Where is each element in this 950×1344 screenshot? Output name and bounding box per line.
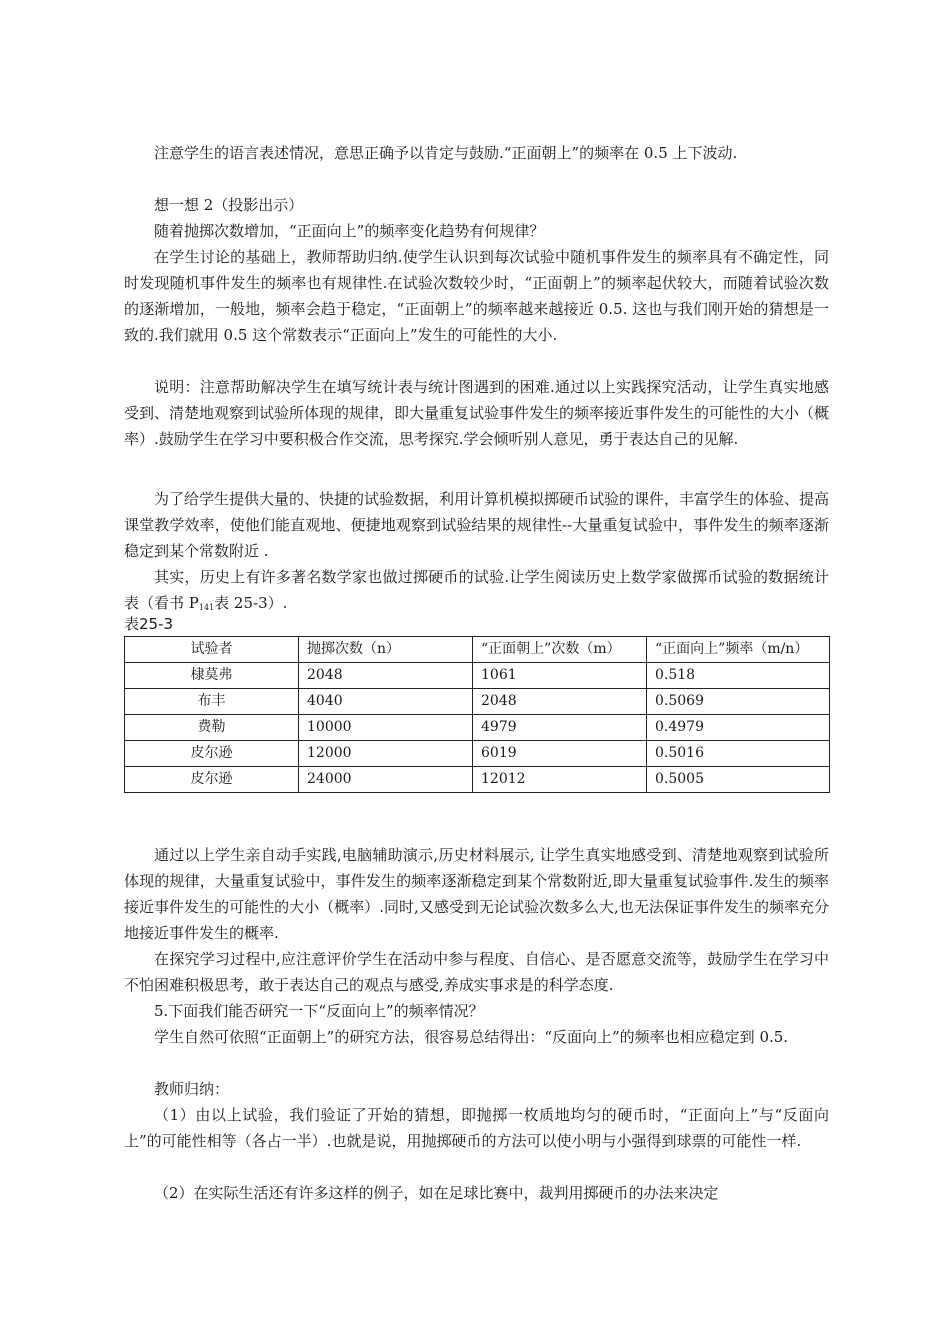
header-experimenter: 试验者 bbox=[125, 637, 299, 663]
paragraph-13: （1）由以上试验，我们验证了开始的猜想，即抛掷一枚质地均匀的硬币时，“正面向上”与“反面向上”的可能性相等（各占一半）.也就是说，用抛掷硬币的方法可以使小明与小强得到球票的可能性一样. bbox=[124, 1106, 829, 1150]
paragraph-11: 学生自然可依照“正面朝上”的研究方法，很容易总结得出：“反面向上”的频率也相应稳定到 0.5. bbox=[154, 1028, 789, 1046]
cell-frequency: 0.5069 bbox=[647, 689, 830, 715]
table-row bbox=[125, 767, 830, 793]
table-row bbox=[125, 689, 830, 715]
paragraph-14: （2）在实际生活还有许多这样的例子，如在足球比赛中，裁判用掷硬币的办法来决定 bbox=[154, 1184, 719, 1202]
header-heads-frequency: “正面向上”频率（m/n） bbox=[647, 637, 830, 663]
table-caption: 表25-3 bbox=[124, 615, 174, 633]
paragraph-6: 为了给学生提供大量的、快捷的试验数据，利用计算机模拟掷硬币试验的课件，丰富学生的体验、提高课堂教学效率，使他们能直观地、便捷地观察到试验结果的规律性--大量重复试验中，事件发生的频率逐渐稳定到某个常数附近 . bbox=[124, 490, 830, 560]
paragraph-1: 注意学生的语言表述情况，意思正确予以肯定与鼓励.“正面朝上”的频率在 0.5 上下波动. bbox=[154, 144, 738, 162]
table-header-row bbox=[125, 637, 830, 663]
cell-frequency: 0.518 bbox=[647, 663, 830, 689]
data-table bbox=[124, 636, 830, 793]
paragraph-5: 说明：注意帮助解决学生在填写统计表与统计图遇到的困难.通过以上实践探究活动，让学生真实地感受到、清楚地观察到试验所体现的规律，即大量重复试验事件发生的频率接近事件发生的可能性的大小（概率）.鼓励学生在学习中要积极合作交流，思考探究.学会倾听别人意见，勇于表达自己的见解. bbox=[124, 378, 830, 448]
cell-frequency: 0.5016 bbox=[647, 741, 830, 767]
cell-tosses: 12000 bbox=[299, 741, 473, 767]
cell-frequency: 0.4979 bbox=[647, 715, 830, 741]
paragraph-7-tail: 表 25-3）. bbox=[214, 594, 288, 612]
cell-heads-count: 4979 bbox=[473, 715, 647, 741]
cell-frequency: 0.5005 bbox=[647, 767, 830, 793]
paragraph-2: 想一想 2（投影出示） bbox=[154, 196, 304, 214]
cell-tosses: 4040 bbox=[299, 689, 473, 715]
cell-experimenter: 皮尔逊 bbox=[125, 741, 299, 767]
header-tosses: 抛掷次数（n） bbox=[299, 637, 473, 663]
cell-heads-count: 12012 bbox=[473, 767, 647, 793]
paragraph-8: 通过以上学生亲自动手实践,电脑辅助演示,历史材料展示, 让学生真实地感受到、清楚地观察到试验所体现的规律，大量重复试验中，事件发生的频率逐渐稳定到某个常数附近,即大量重复试验事件.发生的频率接近事件发生的可能性的大小（概率）.同时,又感受到无论试验次数多么大,也无法保证事件发生的频率充分地接近事件发生的概率. bbox=[124, 846, 829, 942]
paragraph-7 bbox=[124, 564, 829, 621]
cell-experimenter: 布丰 bbox=[125, 689, 299, 715]
cell-tosses: 10000 bbox=[299, 715, 473, 741]
cell-heads-count: 6019 bbox=[473, 741, 647, 767]
header-heads-count: “正面朝上”次数（m） bbox=[473, 637, 647, 663]
paragraph-12: 教师归纳： bbox=[154, 1080, 230, 1098]
cell-heads-count: 1061 bbox=[473, 663, 647, 689]
table-row bbox=[125, 715, 830, 741]
table-row bbox=[125, 663, 830, 689]
table-row bbox=[125, 741, 830, 767]
cell-tosses: 2048 bbox=[299, 663, 473, 689]
cell-tosses: 24000 bbox=[299, 767, 473, 793]
cell-experimenter: 棣莫弗 bbox=[125, 663, 299, 689]
paragraph-9: 在探究学习过程中,应注意评价学生在活动中参与程度、自信心、是否愿意交流等，鼓励学生在学习中不怕困难积极思考，敢于表达自己的观点与感受,养成实事求是的科学态度. bbox=[124, 950, 829, 994]
paragraph-10: 5.下面我们能否研究一下“反面向上”的频率情况？ bbox=[154, 1002, 484, 1020]
cell-experimenter: 皮尔逊 bbox=[125, 767, 299, 793]
paragraph-4: 在学生讨论的基础上，教师帮助归纳.使学生认识到每次试验中随机事件发生的频率具有不确定性，同时发现随机事件发生的频率也有规律性.在试验次数较少时，“正面朝上”的频率起伏较大，而随着试验次数的逐渐增加，一般地，频率会趋于稳定，“正面朝上”的频率越来越接近 0.5. 这也与我们刚开始的猜想是一致的.我们就用 0.5 这个常数表示“正面向上”发生的可能性的大小. bbox=[124, 248, 829, 344]
cell-heads-count: 2048 bbox=[473, 689, 647, 715]
paragraph-3: 随着抛掷次数增加，“正面向上”的频率变化趋势有何规律？ bbox=[154, 222, 545, 240]
paragraph-7-text: 其实，历史上有许多著名数学家也做过掷硬币的试验.让学生阅读历史上数学家做掷币试验的数据统计表（看书 P bbox=[124, 568, 829, 612]
cell-experimenter: 费勒 bbox=[125, 715, 299, 741]
page-subscript: 141 bbox=[198, 603, 215, 612]
